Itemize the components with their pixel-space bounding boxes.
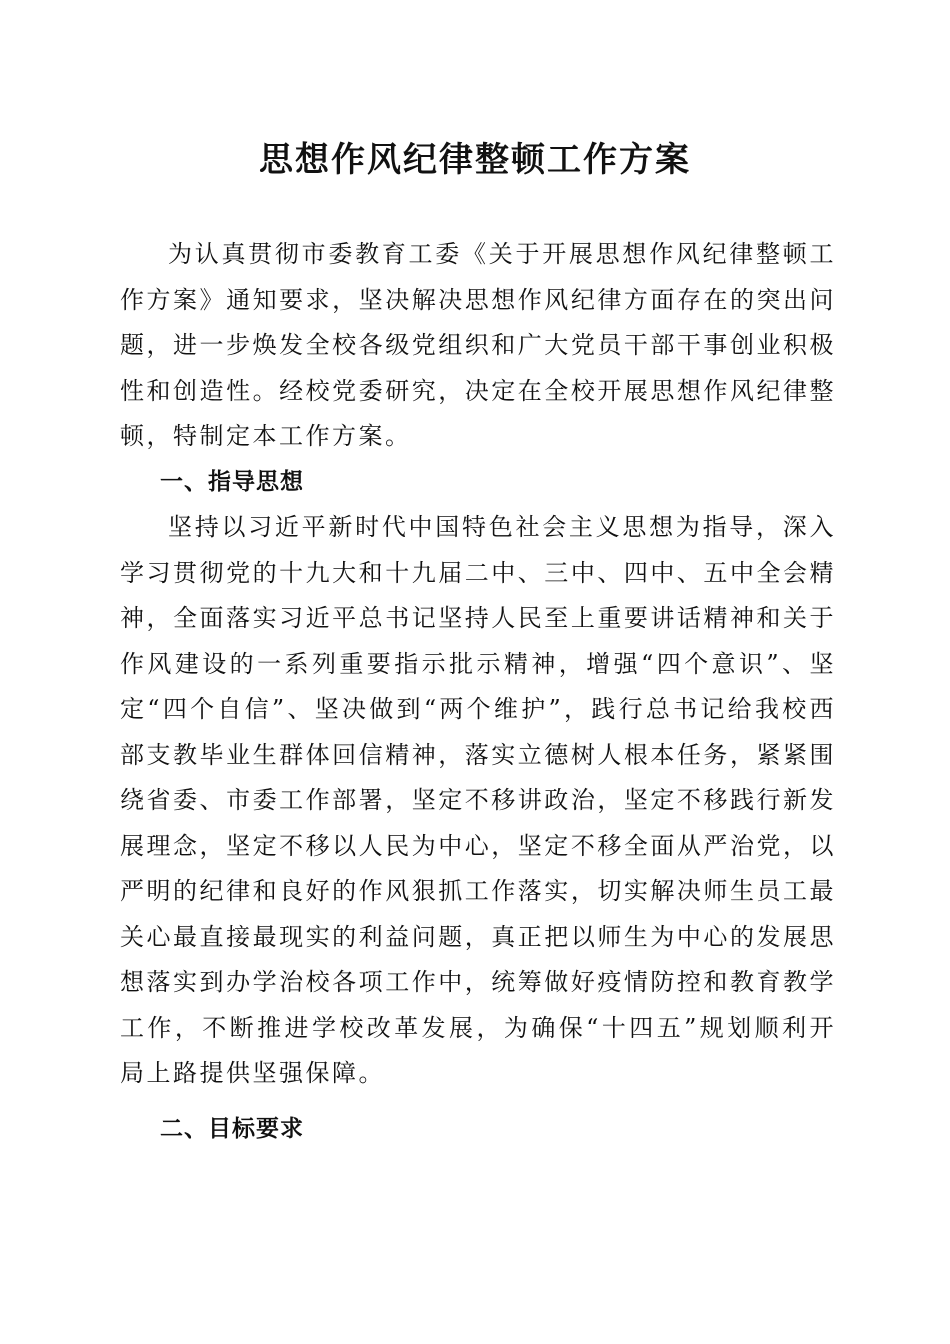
section-heading-guiding-thought: 一、指导思想 (160, 468, 304, 495)
document-body (120, 232, 836, 1152)
section-body-guiding-thought: 坚持以习近平新时代中国特色社会主义思想为指导，深入学习贯彻党的十九大和十九届二中、三中、四中、五中全会精神，全面落实习近平总书记坚持人民至上重要讲话精神和关于作风建设的一系列重要指示批示精神，增强“四个意识”、坚定“四个自信”、坚决做到“两个维护”，践行总书记给我校西部支教毕业生群体回信精神，落实立德树人根本任务，紧紧围绕省委、市委工作部署，坚定不移讲政治，坚定不移践行新发展理念，坚定不移以人民为中心，坚定不移全面从严治党，以严明的纪律和良好的作风狠抓工作落实，切实解决师生员工最关心最直接最现实的利益问题，真正把以师生为中心的发展思想落实到办学治校各项工作中，统筹做好疫情防控和教育教学工作，不断推进学校改革发展，为确保“十四五”规划顺利开局上路提供坚强保障。 (120, 513, 836, 1087)
document-title: 思想作风纪律整顿工作方案 (259, 140, 691, 180)
section-heading-goals: 二、目标要求 (160, 1115, 304, 1142)
intro-paragraph: 为认真贯彻市委教育工委《关于开展思想作风纪律整顿工作方案》通知要求，坚决解决思想作风纪律方面存在的突出问题，进一步焕发全校各级党组织和广大党员干部干事创业积极性和创造性。经校党委研究，决定在全校开展思想作风纪律整顿，特制定本工作方案。 (120, 240, 836, 450)
